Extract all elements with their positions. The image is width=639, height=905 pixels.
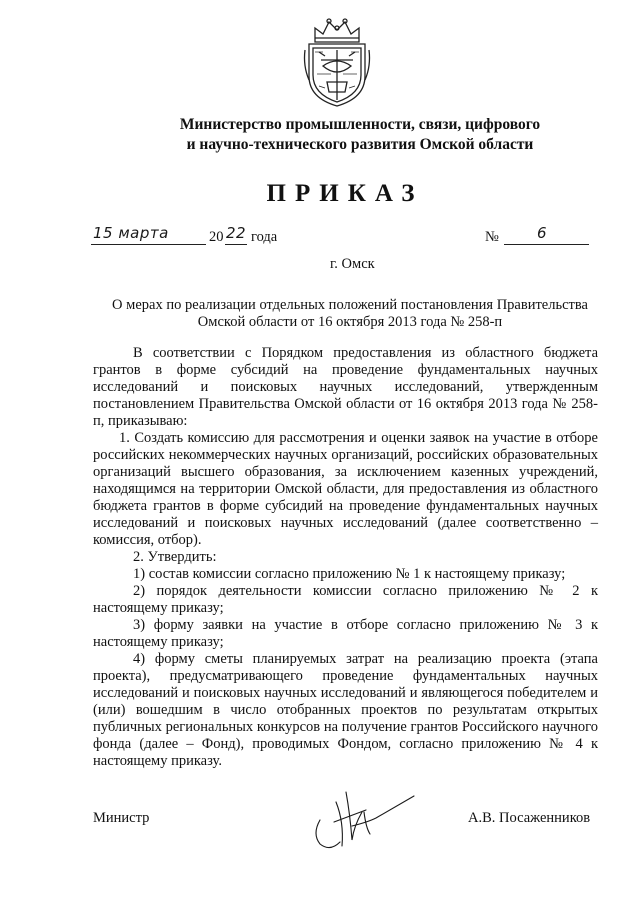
- date-underline: [91, 244, 206, 245]
- year-underline: [225, 244, 247, 245]
- number-label: №: [485, 229, 499, 245]
- document-type-title: ПРИКАЗ: [266, 180, 424, 207]
- date-number-line: [91, 224, 591, 251]
- order-body: [93, 345, 598, 770]
- year-word: года: [251, 229, 278, 245]
- number-underline: [504, 244, 589, 245]
- handwritten-signature: [306, 782, 416, 852]
- item-2-4: 4) форму сметы планируемых затрат на реализацию проекта (этапа проекта), предусматривающего проведение фундаментальных научных исследований и поисковых научных исследований и являющегося победителем и (или) вошедшим в число отобранных проектов по результатам открытых публичных региональных конкурсов на получение грантов Российского научного фонда (далее – Фонд), проводимых Фондом, согласно приложению № 4 к настоящему приказу.: [93, 651, 598, 769]
- intro-paragraph: В соответствии с Порядком предоставления из областного бюджета грантов в форме субсидий на проведение фундаментальных научных исследований и поисковых научных исследований, утвержденным постановлением Правительства Омской области от 16 октября 2013 года № 258-п, приказываю:: [93, 345, 598, 429]
- signer-name: А.В. Посаженников: [468, 810, 591, 826]
- subject-line1: О мерах по реализации отдельных положений постановления Правительства: [112, 297, 588, 313]
- date-handwritten: 15 марта: [93, 224, 169, 242]
- city: г. Омск: [330, 256, 375, 272]
- item-2-3: 3) форму заявки на участие в отборе согласно приложению № 3 к настоящему приказу;: [93, 617, 598, 650]
- ministry-name-line2: и научно-технического развития Омской области: [186, 136, 534, 153]
- number-handwritten: 6: [537, 224, 548, 242]
- order-subject: [88, 297, 612, 331]
- item-1: 1. Создать комиссию для рассмотрения и оценки заявок на участие в отборе российских некоммерческих научных организаций, российских образовательных организаций высшего образования, за исключением казенных учреждений, находящимся на территории Омской области, для предоставления из областного бюджета грантов в форме субсидий на проведение фундаментальных научных исследований и поисковых научных исследований (далее соответственно – комиссия, отбор).: [93, 430, 598, 548]
- item-2-2: 2) порядок деятельности комиссии согласно приложению № 2 к настоящему приказу;: [93, 583, 598, 616]
- year-prefix: 20: [209, 229, 224, 245]
- item-2: 2. Утвердить:: [133, 549, 217, 565]
- item-2-1: 1) состав комиссии согласно приложению № 1 к настоящему приказу;: [133, 566, 566, 582]
- year-handwritten: 22: [226, 224, 247, 242]
- subject-line2: Омской области от 16 октября 2013 года № 258-п: [197, 314, 503, 330]
- coat-of-arms-icon: [301, 16, 373, 110]
- signer-position: Министр: [93, 810, 150, 826]
- ministry-name-line1: Министерство промышленности, связи, цифрового: [179, 116, 541, 133]
- ministry-name: [100, 115, 620, 155]
